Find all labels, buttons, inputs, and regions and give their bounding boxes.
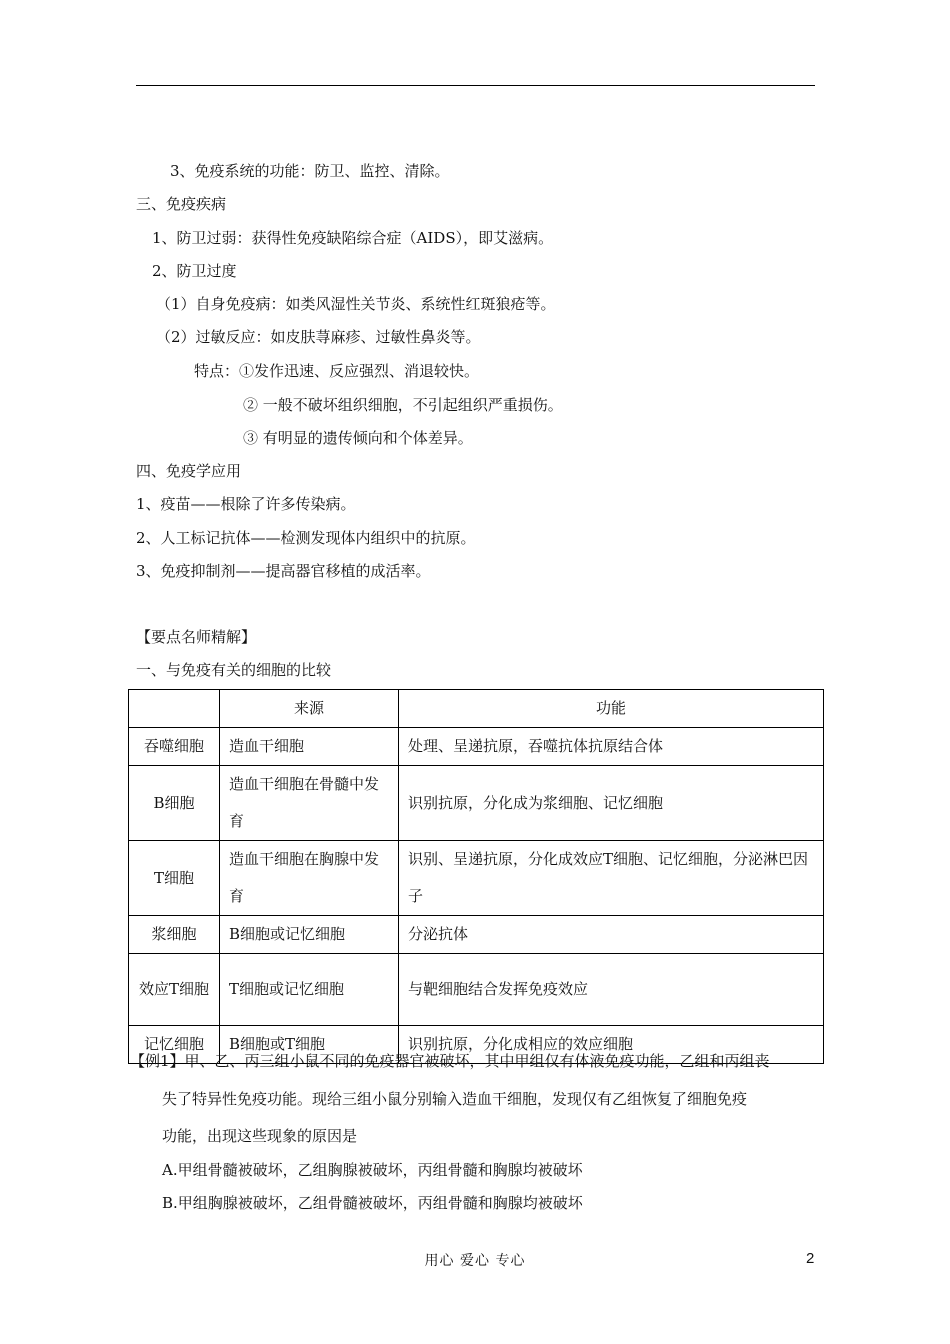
- example-question-line-1: 【例1】甲、乙、丙三组小鼠不同的免疫器官被破坏，其中甲组仅有体液免疫功能，乙组和丙组丧: [130, 1052, 770, 1070]
- cell-function: 识别抗原，分化成相应的效应细胞: [399, 1026, 824, 1064]
- cell-name: 效应T细胞: [129, 954, 220, 1026]
- example-question-line-3: 功能，出现这些现象的原因是: [162, 1127, 358, 1145]
- table-row: [129, 766, 824, 841]
- cell-function: 与靶细胞结合发挥免疫效应: [399, 954, 824, 1026]
- cell-source: B细胞或记忆细胞: [220, 916, 399, 954]
- feature-line-3: ③ 有明显的遗传倾向和个体差异。: [243, 429, 473, 447]
- option-a: A.甲组骨髓被破坏，乙组胸腺被破坏，丙组骨髓和胸腺均被破坏: [162, 1161, 583, 1179]
- section-three-heading: 三、免疫疾病: [136, 195, 227, 213]
- cell-function: 处理、呈递抗原，吞噬抗体抗原结合体: [399, 728, 824, 766]
- table-header-cell: 功能: [399, 690, 824, 728]
- cell-name: T细胞: [129, 841, 220, 916]
- weak-defense-line: 1、防卫过弱：获得性免疫缺陷综合症（AIDS），即艾滋病。: [152, 229, 554, 247]
- application-line-3: 3、免疫抑制剂——提高器官移植的成活率。: [136, 562, 431, 580]
- section-heading: 【要点名师精解】: [136, 628, 257, 646]
- cell-name: 记忆细胞: [129, 1026, 220, 1064]
- feature-line-1: 特点：①发作迅速、反应强烈、消退较快。: [194, 362, 480, 380]
- cell-source: 造血干细胞在骨髓中发育: [220, 766, 399, 841]
- cell-name: 浆细胞: [129, 916, 220, 954]
- cell-function: 分泌抗体: [399, 916, 824, 954]
- cell-source: T细胞或记忆细胞: [220, 954, 399, 1026]
- feature-line-2: ② 一般不破坏组织细胞，不引起组织严重损伤。: [243, 396, 563, 414]
- allergy-line: （2）过敏反应：如皮肤荨麻疹、过敏性鼻炎等。: [156, 328, 481, 346]
- cell-name: 吞噬细胞: [129, 728, 220, 766]
- table-row: [129, 841, 824, 916]
- excessive-defense-line: 2、防卫过度: [152, 262, 237, 280]
- example-question-line-2: 失了特异性免疫功能。现给三组小鼠分别输入造血干细胞，发现仅有乙组恢复了细胞免疫: [162, 1090, 748, 1108]
- cell-function: 识别抗原，分化成为浆细胞、记忆细胞: [399, 766, 824, 841]
- table-row: [129, 728, 824, 766]
- cell-source: B细胞或T细胞: [220, 1026, 399, 1064]
- table-row: [129, 916, 824, 954]
- application-line-2: 2、人工标记抗体——检测发现体内组织中的抗原。: [136, 529, 476, 547]
- cell-source: 造血干细胞在胸腺中发育: [220, 841, 399, 916]
- autoimmune-line: （1）自身免疫病：如类风湿性关节炎、系统性红斑狼疮等。: [156, 295, 556, 313]
- page-number: 2: [806, 1250, 815, 1267]
- cell-comparison-table: [128, 689, 824, 1064]
- section-four-heading: 四、免疫学应用: [136, 462, 242, 480]
- cell-name: B细胞: [129, 766, 220, 841]
- option-b: B.甲组胸腺被破坏，乙组骨髓被破坏，丙组骨髓和胸腺均被破坏: [162, 1194, 583, 1212]
- application-line-1: 1、疫苗——根除了许多传染病。: [136, 495, 356, 513]
- table-row: [129, 954, 824, 1026]
- header-rule: [136, 85, 815, 86]
- table-header-row: [129, 690, 824, 728]
- table-header-cell: [129, 690, 220, 728]
- immune-function-line: 3、免疫系统的功能：防卫、监控、清除。: [170, 162, 450, 180]
- cell-source: 造血干细胞: [220, 728, 399, 766]
- table-header-cell: 来源: [220, 690, 399, 728]
- footer-motto: 用心 爱心 专心: [424, 1253, 526, 1269]
- cell-function: 识别、呈递抗原，分化成效应T细胞、记忆细胞，分泌淋巴因子: [399, 841, 824, 916]
- table-caption: 一、与免疫有关的细胞的比较: [136, 661, 332, 679]
